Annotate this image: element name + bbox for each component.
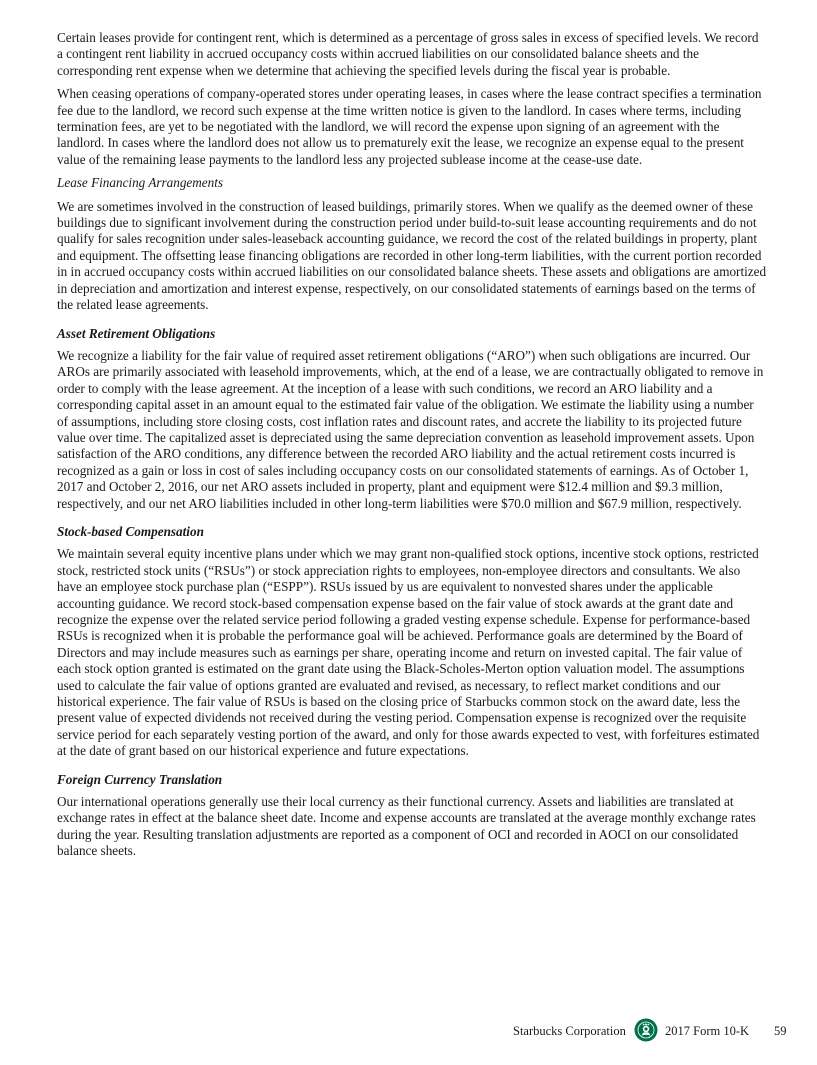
paragraph-asset-retirement: We recognize a liability for the fair value of required asset retirement obligations (“ARO”) when such obligations are incurred. Our AROs are primarily associated with leasehold improvements, which, at the end of a lease, we are contractually obligated to remove in order to comply with the lease agreement. At the inception of a lease with such conditions, we record an ARO liability and a corresponding capital asset in an amount equal to the estimated fair value of the obligation. We estimate the liability using a number of assumptions, including store closing costs, cost inflation rates and discount rates, and accrete the liability to its projected future value over time. The capitalized asset is depreciated using the same depreciation convention as leasehold improvement assets. Upon satisfaction of the ARO conditions, any difference between the recorded ARO liability and the actual retirement costs incurred is recognized as a gain or loss in cost of sales including occupancy costs on our consolidated statements of earnings. As of October 1, 2017 and October 2, 2016, our net ARO assets included in property, plant and equipment were $12.4 million and $9.3 million, respectively, and our net ARO liabilities included in other long-term liabilities were $70.0 million and $67.9 million, respectively.: [57, 347, 764, 511]
page-number: 59: [774, 1024, 787, 1038]
heading-asset-retirement: Asset Retirement Obligations: [57, 325, 216, 341]
heading-foreign-currency: Foreign Currency Translation: [57, 771, 223, 787]
paragraph-ceasing-operations: When ceasing operations of company-operated stores under operating leases, in cases where the lease contract specifies a termination fee due to the landlord, we record such expense at the time written notice is given to the landlord. In cases where terms, including termination fees, are yet to be negotiated with the landlord, we will record the expense upon signing of an agreement with the landlord. In cases where the landlord does not allow us to prematurely exit the lease, we recognize an expense equal to the present value of the remaining lease payments to the landlord less any projected sublease income at the cease-use date.: [57, 86, 762, 167]
paragraph-contingent-rent: Certain leases provide for contingent rent, which is determined as a percentage of gross sales in excess of specified levels. We record a contingent rent liability in accrued occupancy costs within accrued liabilities on our consolidated balance sheets and the corresponding rent expense when we determine that achieving the specified levels during the fiscal year is probable.: [57, 30, 759, 78]
document-body: [57, 30, 767, 867]
heading-stock-compensation: Stock-based Compensation: [57, 523, 204, 539]
paragraph-foreign-currency: Our international operations generally use their local currency as their functional currency. Assets and liabilities are translated at exchange rates in effect at the balance sheet date. Income and expense accounts are translated at the average monthly exchange rates during the year. Resulting translation adjustments are reported as a component of OCI and recorded in AOCI on our consolidated balance sheets.: [57, 794, 756, 859]
starbucks-logo-icon: [634, 1018, 658, 1042]
paragraph-stock-compensation: We maintain several equity incentive plans under which we may grant non-qualified stock options, incentive stock options, restricted stock, restricted stock units (“RSUs”) or stock appreciation rights to employees, non-employee directors and consultants. We also have an employee stock purchase plan (“ESPP”). RSUs issued by us are equivalent to nonvested shares under the applicable accounting guidance. We record stock-based compensation expense based on the fair value of stock awards at the grant date and recognize the expense over the related service period following a graded vesting expense schedule. Expense for performance-based RSUs is recognized when it is probable the performance goal will be achieved. Performance goals are determined by the Board of Directors and may include measures such as earnings per share, operating income and return on invested capital. The fair value of each stock option granted is estimated on the grant date using the Black-Scholes-Merton option valuation model. The assumptions used to calculate the fair value of options granted are evaluated and revised, as necessary, to reflect market conditions and our historical experience. The fair value of RSUs is based on the closing price of Starbucks common stock on the award date, less the present value of expected dividends not received during the vesting period. Compensation expense is recognized over the requisite service period for each separately vesting portion of the award, and only for those awards expected to vest, with forfeitures estimated at the date of grant based on our historical experience and future expectations.: [57, 546, 760, 759]
page-footer: [0, 1018, 817, 1046]
subheading-lease-financing: Lease Financing Arrangements: [57, 175, 224, 191]
footer-form: 2017 Form 10-K: [665, 1024, 750, 1038]
footer-company: Starbucks Corporation: [513, 1024, 626, 1038]
paragraph-lease-financing: We are sometimes involved in the construction of leased buildings, primarily stores. When we qualify as the deemed owner of these buildings due to significant involvement during the construction period under build-to-suit lease accounting requirements and do not qualify for sales recognition under sales-leaseback accounting guidance, we record the cost of the related buildings in property, plant and equipment. The offsetting lease financing obligations are recorded in other long-term liabilities, with the current portion recorded in in accrued occupancy costs within accrued liabilities on our consolidated balance sheets. These assets and obligations are amortized in depreciation and amortization and interest expense, respectively, on our consolidated statements of earnings based on the terms of the related lease agreements.: [57, 198, 767, 313]
